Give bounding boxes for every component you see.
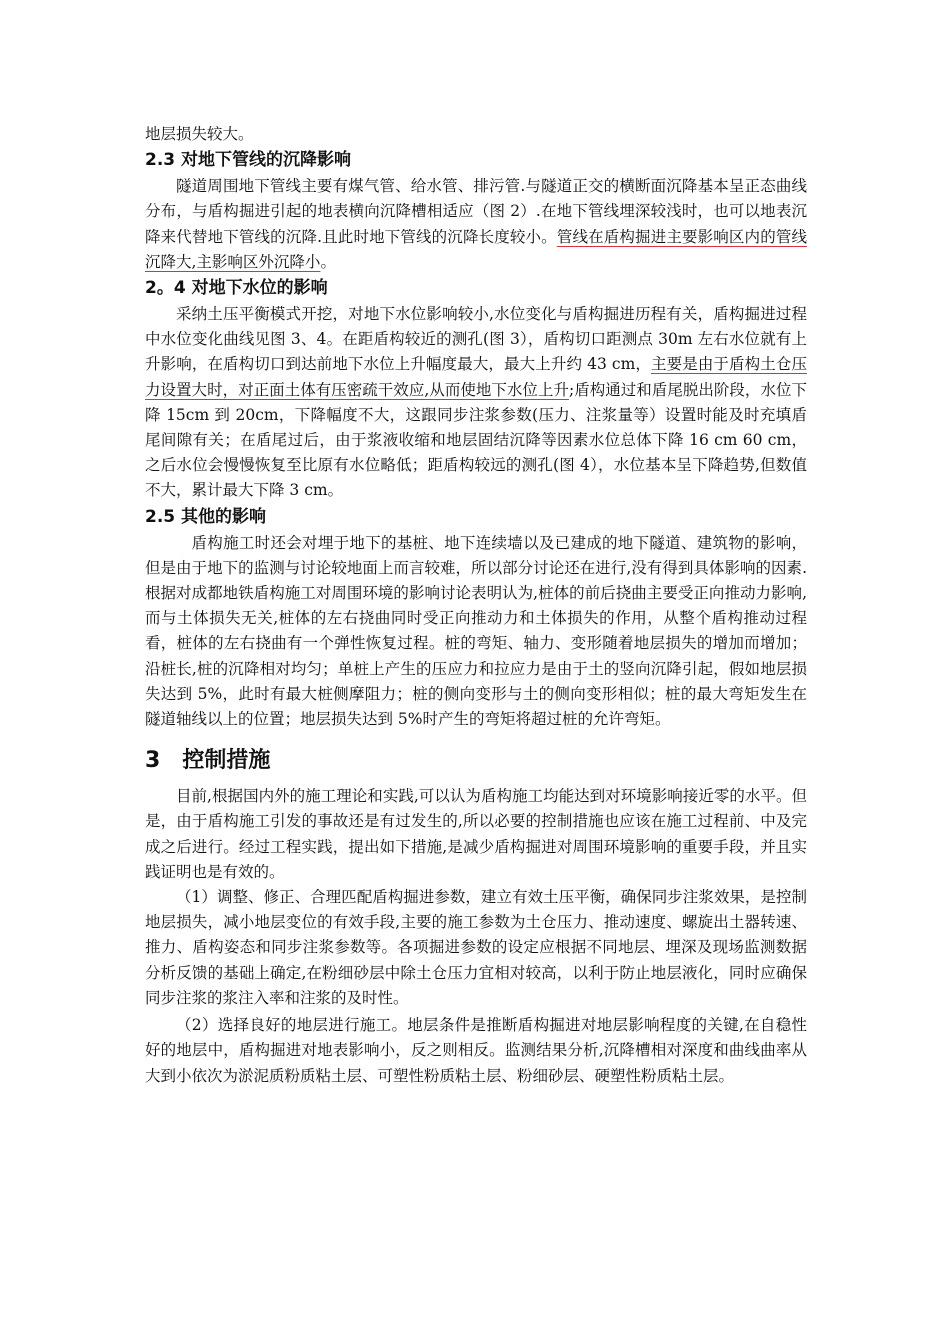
- intro-tail-paragraph: 地层损失较大。: [145, 125, 254, 143]
- section-3-number: 3: [145, 748, 161, 774]
- section-3-intro-paragraph: 目前,根据国内外的施工理论和实践,可以认为盾构施工均能达到对环境影响接近零的水平。但是，由于盾构施工引发的事故还是有过发生的,所以必要的控制措施也应该在施工过程前、中及完成之后进行。经过工程实践，提出如下措施,是减少盾构掘进对周围环境影响的重要手段，并且实践证明也是有效的。: [145, 787, 807, 881]
- section-2-3-paragraph: [145, 174, 807, 275]
- document-page: [145, 122, 807, 1089]
- section-2-3-text: 隧道周围地下管线主要有煤气管、给水管、排污管.与隧道正交的横断面沉降基本呈正态曲线分布，与盾构掘进引起的地表横向沉降槽相适应（图 2）.在地下管线埋深较浅时，也可以地表沉降来代替地下管线的沉降.且此时地下管线的沉降长度较小。: [145, 177, 807, 246]
- section-2-3-underlined-text: 管线在盾构掘进主要影响区内的管线沉降大,主影响区外沉降小: [145, 227, 807, 271]
- section-3-item-1-paragraph: （1）调整、修正、合理匹配盾构掘进参数，建立有效土压平衡，确保同步注浆效果，是控制地层损失，减小地层变位的有效手段,主要的施工参数为土仓压力、推动速度、螺旋出土器转速、推力、盾构姿态和同步注浆参数等。各项掘进参数的设定应根据不同地层、埋深及现场监测数据分析反馈的基础上确定,在粉细砂层中除土仓压力宜相对较高，以利于防止地层液化，同时应确保同步注浆的浆注入率和注浆的及时性。: [145, 888, 807, 1007]
- section-2-5-paragraph: 盾构施工时还会对埋于地下的基桩、地下连续墙以及已建成的地下隧道、建筑物的影响，但是由于地下的监测与讨论较地面上而言较难，所以部分讨论还在进行,没有得到具体影响的因素.根据对成都地铁盾构施工对周围环境的影响讨论表明认为,桩体的前后挠曲主要受正向推动力影响,而与土体损失无关,桩体的左右挠曲同时受正向推动力和土体损失的作用，从整个盾构推动过程看，桩体的左右挠曲有一个弹性恢复过程。桩的弯矩、轴力、变形随着地层损失的增加而增加；沿桩长,桩的沉降相对均匀；单桩上产生的压应力和拉应力是由于土的竖向沉降引起，假如地层损失达到 5%，此时有最大桩侧摩阻力；桩的侧向变形与土的侧向变形相似；桩的最大弯矩发生在隧道轴线以上的位置；地层损失达到 5%时产生的弯矩将超过桩的允许弯矩。: [145, 533, 807, 729]
- section-2-4-underlined-text: 主要是由于盾构土仓压力设置大时，对正面土体有压密疏干效应,从而使地下水位上升: [145, 355, 807, 399]
- section-2-4-heading: 2。4 对地下水位的影响: [145, 278, 328, 299]
- section-2-4-paragraph: [145, 302, 807, 504]
- section-3-title: 控制措施: [182, 748, 271, 774]
- section-2-5-heading: 2.5 其他的影响: [145, 506, 267, 527]
- section-2-4-text-end: ;盾构通过和盾尾脱出阶段，水位下降 15cm 到 20cm，下降幅度不大，这跟同步注浆参数(压力、注浆量等）设置时能及时充填盾尾间隙有关；在盾尾过后，由于浆液收缩和地层固结沉降等因素水位总体下降 16 cm 60 cm，之后水位会慢慢恢复至比原有水位略低；距盾构较远的测孔(图 4），水位基本呈下降趋势,但数值不大，累计最大下降 3 cm。: [145, 380, 807, 500]
- section-2-3-heading: 2.3 对地下管线的沉降影响: [145, 150, 352, 171]
- section-3-item-2-paragraph: （2）选择良好的地层进行施工。地层条件是推断盾构掘进对地层影响程度的关键,在自稳性好的地层中，盾构掘进对地表影响小，反之则相反。监测结果分析,沉降槽相对深度和曲线曲率从大到小依次为淤泥质粉质粘土层、可塑性粉质粘土层、粉细砂层、硬塑性粉质粘土层。: [145, 1016, 807, 1085]
- section-2-4-text: 采纳土压平衡模式开挖，对地下水位影响较小,水位变化与盾构掘进历程有关，盾构掘进过程中水位变化曲线见图 3、4。在距盾构较近的测孔(图 3），盾构切口距测点 30m 左右水位就有上升影响，在盾构切口到达前地下水位上升幅度最大，最大上升约 43 cm，: [145, 305, 807, 374]
- section-3-heading: [145, 746, 807, 776]
- section-2-3-text-end: 。: [320, 252, 336, 271]
